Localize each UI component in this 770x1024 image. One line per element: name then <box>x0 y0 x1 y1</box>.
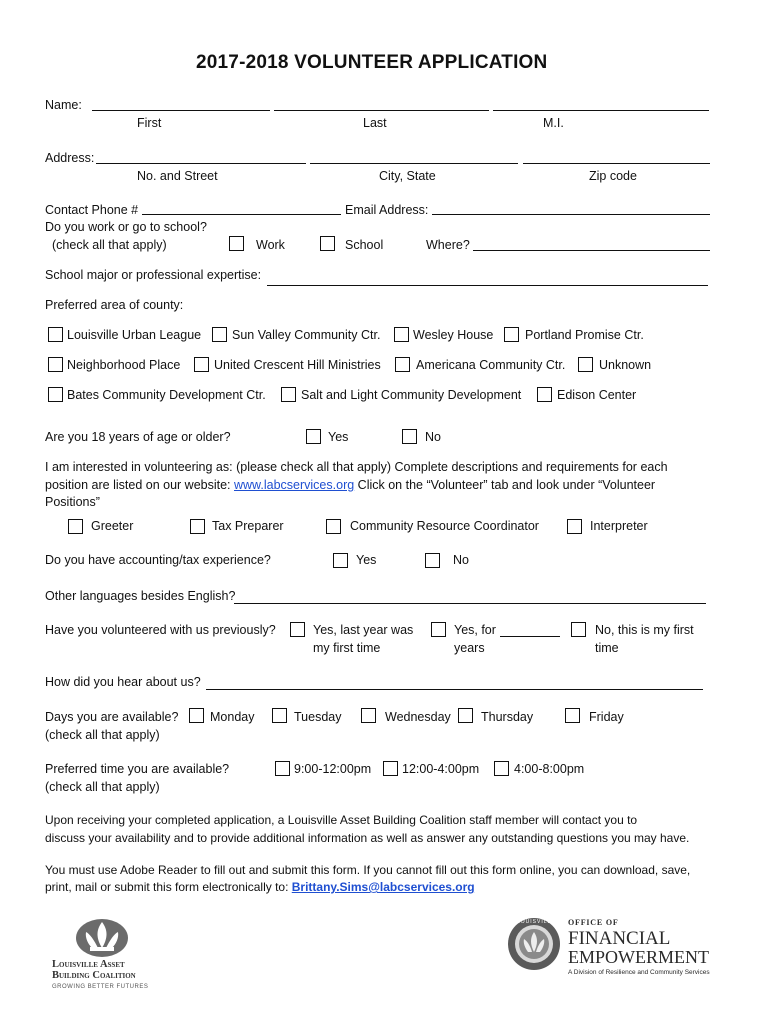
age-no-checkbox[interactable] <box>402 429 417 444</box>
county-option-label: Louisville Urban League <box>67 328 202 342</box>
zip-field[interactable] <box>523 163 710 164</box>
interest-text-suffix: Click on the “Volunteer” tab and look under “Volunteer <box>354 478 656 492</box>
position-option-label: Tax Preparer <box>212 519 284 533</box>
city-seal-icon <box>505 917 563 971</box>
interest-text-line1: I am interested in volunteering as: (please check all that apply) Complete descriptions and requirements for each <box>45 460 668 474</box>
zip-sublabel: Zip code <box>589 169 637 183</box>
previous-option1-line1: Yes, last year was <box>313 623 414 637</box>
time-morning-checkbox[interactable] <box>275 761 290 776</box>
neighborhood-place-checkbox[interactable] <box>48 357 63 372</box>
county-option-label: Neighborhood Place <box>67 358 181 372</box>
age-no-label: No <box>425 430 441 444</box>
email-field[interactable] <box>432 214 710 215</box>
sun-valley-checkbox[interactable] <box>212 327 227 342</box>
previous-first-time-checkbox[interactable] <box>290 622 305 637</box>
tuesday-checkbox[interactable] <box>272 708 287 723</box>
louisville-urban-league-checkbox[interactable] <box>48 327 63 342</box>
school-checkbox[interactable] <box>320 236 335 251</box>
previous-no-checkbox[interactable] <box>571 622 586 637</box>
languages-label: Other languages besides English? <box>45 589 236 603</box>
time-option-label: 9:00-12:00pm <box>294 762 372 776</box>
edison-center-checkbox[interactable] <box>537 387 552 402</box>
interest-text-prefix: position are listed on our website: <box>45 478 234 492</box>
major-label: School major or professional expertise: <box>45 268 262 282</box>
where-field[interactable] <box>473 250 710 251</box>
ofe-name1: FINANCIAL <box>568 928 671 949</box>
ofe-office-of: OFFICE OF <box>568 918 619 927</box>
work-option-label: Work <box>256 238 285 252</box>
americana-checkbox[interactable] <box>395 357 410 372</box>
salt-and-light-checkbox[interactable] <box>281 387 296 402</box>
monday-checkbox[interactable] <box>189 708 204 723</box>
contact-email-link[interactable]: Brittany.Sims@labcservices.org <box>291 880 475 894</box>
accounting-question: Do you have accounting/tax experience? <box>45 553 271 567</box>
logo-tagline: GROWING BETTER FUTURES <box>52 984 149 990</box>
day-option-label: Friday <box>589 710 624 724</box>
county-option-label: Sun Valley Community Ctr. <box>232 328 381 342</box>
school-option-label: School <box>345 238 384 252</box>
previous-option3-line2: time <box>595 641 619 655</box>
last-name-field[interactable] <box>274 110 489 111</box>
position-option-label: Community Resource Coordinator <box>350 519 539 533</box>
address-label: Address: <box>45 151 95 165</box>
times-question: Preferred time you are available? <box>45 762 230 776</box>
county-option-label: Bates Community Development Ctr. <box>67 388 266 402</box>
last-sublabel: Last <box>363 116 387 130</box>
wesley-house-checkbox[interactable] <box>394 327 409 342</box>
closing-paragraph1-line2: discuss your availability and to provide additional information as well as answer any outstanding questions you may have. <box>45 831 690 845</box>
logo-line1: Louisville Asset <box>52 959 125 970</box>
wednesday-checkbox[interactable] <box>361 708 376 723</box>
street-sublabel: No. and Street <box>137 169 218 183</box>
previous-question: Have you volunteered with us previously? <box>45 623 276 637</box>
thursday-checkbox[interactable] <box>458 708 473 723</box>
position-option-label: Interpreter <box>590 519 648 533</box>
time-afternoon-checkbox[interactable] <box>383 761 398 776</box>
accounting-no-checkbox[interactable] <box>425 553 440 568</box>
form-title: 2017-2018 VOLUNTEER APPLICATION <box>196 52 548 73</box>
age-yes-label: Yes <box>328 430 349 444</box>
previous-option2-line2: years <box>454 641 485 655</box>
major-field[interactable] <box>267 285 708 286</box>
county-option-label: Salt and Light Community Development <box>301 388 522 402</box>
days-question: Days you are available? <box>45 710 179 724</box>
previous-years-checkbox[interactable] <box>431 622 446 637</box>
first-name-field[interactable] <box>92 110 270 111</box>
louisville-seal <box>505 917 563 971</box>
county-option-label: Unknown <box>599 358 652 372</box>
previous-option3-line1: No, this is my first <box>595 623 694 637</box>
mi-sublabel: M.I. <box>543 116 564 130</box>
county-option-label: Portland Promise Ctr. <box>525 328 644 342</box>
county-option-label: Wesley House <box>413 328 494 342</box>
closing-paragraph2-line2 <box>45 880 475 894</box>
accounting-no-label: No <box>453 553 469 567</box>
previous-option2-line1: Yes, for <box>454 623 496 637</box>
county-option-label: Edison Center <box>557 388 637 402</box>
county-label: Preferred area of county: <box>45 298 184 312</box>
city-state-field[interactable] <box>310 163 518 164</box>
crescent-hill-checkbox[interactable] <box>194 357 209 372</box>
age-yes-checkbox[interactable] <box>306 429 321 444</box>
previous-option1-line2: my first time <box>313 641 381 655</box>
logo-line2: Building Coalition <box>52 970 136 981</box>
website-link[interactable]: www.labcservices.org <box>234 478 355 492</box>
friday-checkbox[interactable] <box>565 708 580 723</box>
labc-logo <box>52 918 152 996</box>
day-option-label: Thursday <box>481 710 534 724</box>
seal-text: LOUISVILLE <box>517 919 556 925</box>
name-label: Name: <box>45 98 82 112</box>
community-resource-coordinator-checkbox[interactable] <box>326 519 341 534</box>
county-option-label: Americana Community Ctr. <box>416 358 566 372</box>
phone-field[interactable] <box>142 214 341 215</box>
languages-field[interactable] <box>234 603 706 604</box>
hear-field[interactable] <box>206 689 703 690</box>
hear-label: How did you hear about us? <box>45 675 201 689</box>
tax-preparer-checkbox[interactable] <box>190 519 205 534</box>
closing-paragraph1-line1: Upon receiving your completed application, a Louisville Asset Building Coalition staff member will contact you to <box>45 813 638 827</box>
email-label: Email Address: <box>345 203 429 217</box>
street-field[interactable] <box>96 163 306 164</box>
bates-checkbox[interactable] <box>48 387 63 402</box>
county-option-label: United Crescent Hill Ministries <box>214 358 381 372</box>
age-question: Are you 18 years of age or older? <box>45 430 231 444</box>
unknown-checkbox[interactable] <box>578 357 593 372</box>
portland-promise-checkbox[interactable] <box>504 327 519 342</box>
work-school-question: Do you work or go to school? <box>45 220 207 234</box>
greeter-checkbox[interactable] <box>68 519 83 534</box>
interest-text-line3: Positions” <box>45 495 100 509</box>
fleur-de-lis-icon <box>52 918 152 958</box>
days-hint: (check all that apply) <box>45 728 160 742</box>
work-checkbox[interactable] <box>229 236 244 251</box>
day-option-label: Monday <box>210 710 255 724</box>
phone-label: Contact Phone # <box>45 203 139 217</box>
accounting-yes-label: Yes <box>356 553 377 567</box>
time-option-label: 4:00-8:00pm <box>514 762 585 776</box>
city-sublabel: City, State <box>379 169 436 183</box>
day-option-label: Wednesday <box>385 710 451 724</box>
work-school-hint: (check all that apply) <box>52 238 167 252</box>
ofe-logo <box>568 918 710 976</box>
position-option-label: Greeter <box>91 519 134 533</box>
interpreter-checkbox[interactable] <box>567 519 582 534</box>
ofe-name2: EMPOWERMENT <box>568 947 709 967</box>
interest-text-line2 <box>45 478 655 492</box>
time-evening-checkbox[interactable] <box>494 761 509 776</box>
accounting-yes-checkbox[interactable] <box>333 553 348 568</box>
first-sublabel: First <box>137 116 162 130</box>
closing-paragraph2-prefix: print, mail or submit this form electronically to: <box>45 880 292 894</box>
middle-initial-field[interactable] <box>493 110 709 111</box>
ofe-division: A Division of Resilience and Community Services <box>568 969 710 976</box>
time-option-label: 12:00-4:00pm <box>402 762 480 776</box>
day-option-label: Tuesday <box>294 710 342 724</box>
years-count-field[interactable] <box>500 636 560 637</box>
closing-paragraph2-line1: You must use Adobe Reader to fill out and submit this form. If you cannot fill out this form online, you can download, save, <box>45 863 691 877</box>
where-label: Where? <box>426 238 470 252</box>
times-hint: (check all that apply) <box>45 780 160 794</box>
